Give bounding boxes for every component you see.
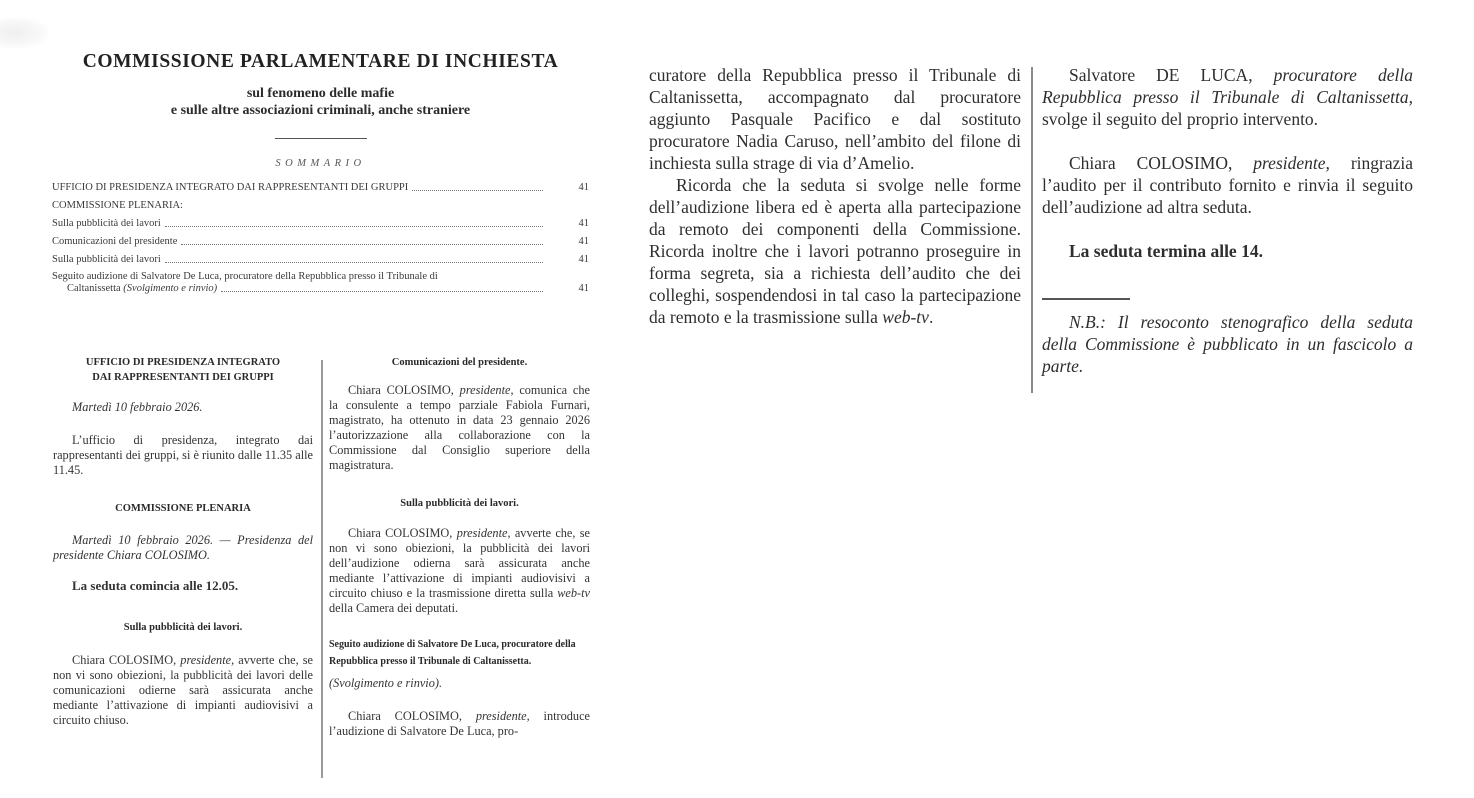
speaker-role: presidente, [475, 709, 530, 723]
left-page [52, 50, 589, 295]
column-divider [321, 360, 323, 778]
speaker-role: presidente, [180, 653, 235, 667]
subtitle-line-2: e sulle altre associazioni criminali, anche straniere [170, 103, 471, 118]
toc-entry-text: Comunicazioni del presidente [52, 236, 178, 247]
paragraph-text: ringrazia l’audito per il contributo fornito e rinvia il seguito dell’audizione ad altra seduta. [1042, 153, 1413, 217]
toc-page-number: 41 [578, 254, 589, 265]
toc-page-number: 41 [578, 236, 589, 247]
speaker-name: Chiara COLOSIMO, [72, 653, 177, 667]
toc-entry[interactable] [52, 217, 589, 230]
seduta-end: La seduta termina alle 14. [1069, 241, 1263, 261]
title-divider [275, 138, 367, 139]
toc-entry[interactable] [52, 253, 589, 266]
toc-entry[interactable] [52, 181, 589, 194]
speaker-role: presidente, [1253, 153, 1330, 173]
toc-entry-text: Sulla pubblicità dei lavori [52, 254, 161, 265]
toc-page-number: 41 [578, 218, 589, 229]
toc-entry-text: Sulla pubblicità dei lavori [52, 218, 161, 229]
continuation-paragraph: curatore della Repubblica presso il Tribunale di Caltanissetta, accompagnato dal procuratore aggiunto Pasquale Pacifico e dal sostituto procuratore Nadia Caruso, nell’ambito del filone di inchiesta sulla strage di via d’Amelio. [649, 65, 1021, 173]
pubblicita-paragraph [53, 653, 313, 728]
toc-leader-dots [165, 226, 543, 227]
speaker-name: Salvatore DE LUCA, [1069, 65, 1253, 85]
left-page-columns [53, 355, 590, 780]
toc-leader-dots [165, 262, 543, 263]
section-heading-ufficio [53, 355, 313, 385]
scan-artifact [0, 18, 48, 48]
toc-entry[interactable] [52, 235, 589, 248]
toc-page-number: 41 [578, 182, 589, 193]
left-column-b [329, 355, 590, 739]
paragraph-text: introduce l’audizione di Salvatore De Luca, pro- [329, 709, 590, 738]
section-heading-pubblicita-2: Sulla pubblicità dei lavori. [400, 498, 519, 509]
speaker-role: presidente, [459, 383, 514, 397]
section-heading-plenaria: COMMISSIONE PLENARIA [115, 503, 251, 514]
pubblicita-2-paragraph [329, 526, 590, 616]
webtv-term: web-tv [557, 586, 590, 600]
speaker-role: presidente, [456, 526, 511, 540]
toc-heading: COMMISSIONE PLENARIA: [52, 200, 183, 211]
speaker-name: Chiara COLOSIMO, [1069, 153, 1233, 173]
toc-entry-text: UFFICIO DI PRESIDENZA INTEGRATO DAI RAPPRESENTANTI DEI GRUPPI [52, 182, 409, 193]
paragraph-text: avverte che, se non vi sono obiezioni, la pubblicità dei lavori delle comunicazioni odierne sarà assicurata anche mediante l’attivazione di impianti audiovisivi a circuito chiuso. [53, 653, 314, 727]
toc-entry-status: (Svolgimento e rinvio) [123, 283, 218, 294]
section-heading-seguito: Seguito audizione di Salvatore De Luca, procuratore della Repubblica presso il Tribunale di Caltanissetta. [329, 639, 576, 667]
toc-entry-continuation: Caltanissetta [67, 283, 121, 294]
table-of-contents [52, 181, 589, 295]
seguito-paragraph [329, 709, 590, 739]
sommario-label: SOMMARIO [275, 158, 366, 169]
right-column-b [1042, 64, 1413, 377]
footnote-divider [1042, 298, 1130, 300]
ufficio-date: Martedì 10 febbraio 2026. [72, 400, 203, 414]
toc-page-number: 41 [578, 283, 589, 294]
toc-leader-dots [412, 190, 543, 191]
subtitle-line-1: sul fenomeno delle mafie [246, 86, 395, 101]
toc-leader-dots [221, 291, 543, 292]
paragraph-text: svolge il seguito del proprio intervento. [1042, 109, 1319, 129]
paragraph-text: della Camera dei deputati. [329, 601, 459, 615]
ufficio-paragraph: L’ufficio di presidenza, integrato dai rappresentanti dei gruppi, si è riunito dalle 11.35 alle 11.45. [53, 433, 313, 477]
document-subtitle [52, 85, 589, 119]
section-heading-comunicazioni: Comunicazioni del presidente. [391, 357, 528, 368]
speaker-role: procuratore della Repubblica presso il Tribunale di Caltanissetta, [1042, 65, 1413, 107]
paragraph-text: avverte che, se non vi sono obiezioni, la pubblicità dei lavori dell’audizione odierna sarà assicurata anche mediante l’attivazione di impianti audiovisivi a circuito chiuso e la trasmissione diretta sulla [329, 526, 591, 600]
heading-line: DAI RAPPRESENTANTI DEI GRUPPI [92, 372, 274, 383]
paragraph-text: comunica che la consulente a tempo parziale Fabiola Furnari, magistrato, ha ottenuto in data 23 gennaio 2026 l’autorizzazione alla collaborazione con la Commissione dal Consiglio superiore della magistratura. [329, 383, 590, 472]
comunicazioni-paragraph [329, 383, 590, 473]
toc-entry-text: Seguito audizione di Salvatore De Luca, procuratore della Repubblica presso il Tribunale di [52, 271, 438, 282]
seduta-start: La seduta comincia alle 12.05. [72, 578, 239, 593]
toc-entry[interactable] [52, 271, 589, 295]
deluca-paragraph [1042, 64, 1413, 130]
speaker-name: Chiara COLOSIMO, [348, 383, 454, 397]
document-title: COMMISSIONE PARLAMENTARE DI INCHIESTA [82, 51, 559, 72]
left-column-a [53, 355, 313, 728]
section-heading-pubblicita: Sulla pubblicità dei lavori. [123, 622, 243, 633]
plenaria-date: Martedì 10 febbraio 2026. — Presidenza del presidente Chiara COLOSIMO. [53, 533, 313, 562]
speaker-name: Chiara COLOSIMO, [348, 526, 453, 540]
seguito-status: (Svolgimento e rinvio). [329, 676, 443, 690]
webtv-term: web-tv [882, 307, 929, 327]
right-column-a [649, 64, 1021, 328]
heading-line: UFFICIO DI PRESIDENZA INTEGRATO [85, 357, 281, 368]
nb-note: N.B.: Il resoconto stenografico della seduta della Commissione è pubblicato in un fascicolo a parte. [1042, 311, 1413, 376]
ricorda-paragraph: Ricorda che la seduta si svolge nelle forme dell’audizione libera ed è aperta alla partecipazione da remoto dei componenti della Commissione. Ricorda inoltre che i lavori potranno proseguire in forma segreta, sia a richiesta dell’audito che dei colleghi, sospendendosi in tal caso la partecipazione da remoto e la trasmissione sulla web-tv. [649, 175, 1021, 327]
toc-leader-dots [181, 244, 543, 245]
speaker-name: Chiara COLOSIMO, [348, 709, 462, 723]
column-divider [1031, 67, 1033, 393]
closing-paragraph [1042, 152, 1413, 218]
paragraph-text: Ricorda che la seduta si svolge nelle forme dell’audizione libera ed è aperta alla partecipazione da remoto dei componenti della Commissione. Ricorda inoltre che i lavori potranno proseguire in forma segreta, sia a richiesta dell’audito che dei colleghi, sospendendosi in tal caso la partecipazione da remoto e la trasmissione sulla [649, 175, 1021, 327]
